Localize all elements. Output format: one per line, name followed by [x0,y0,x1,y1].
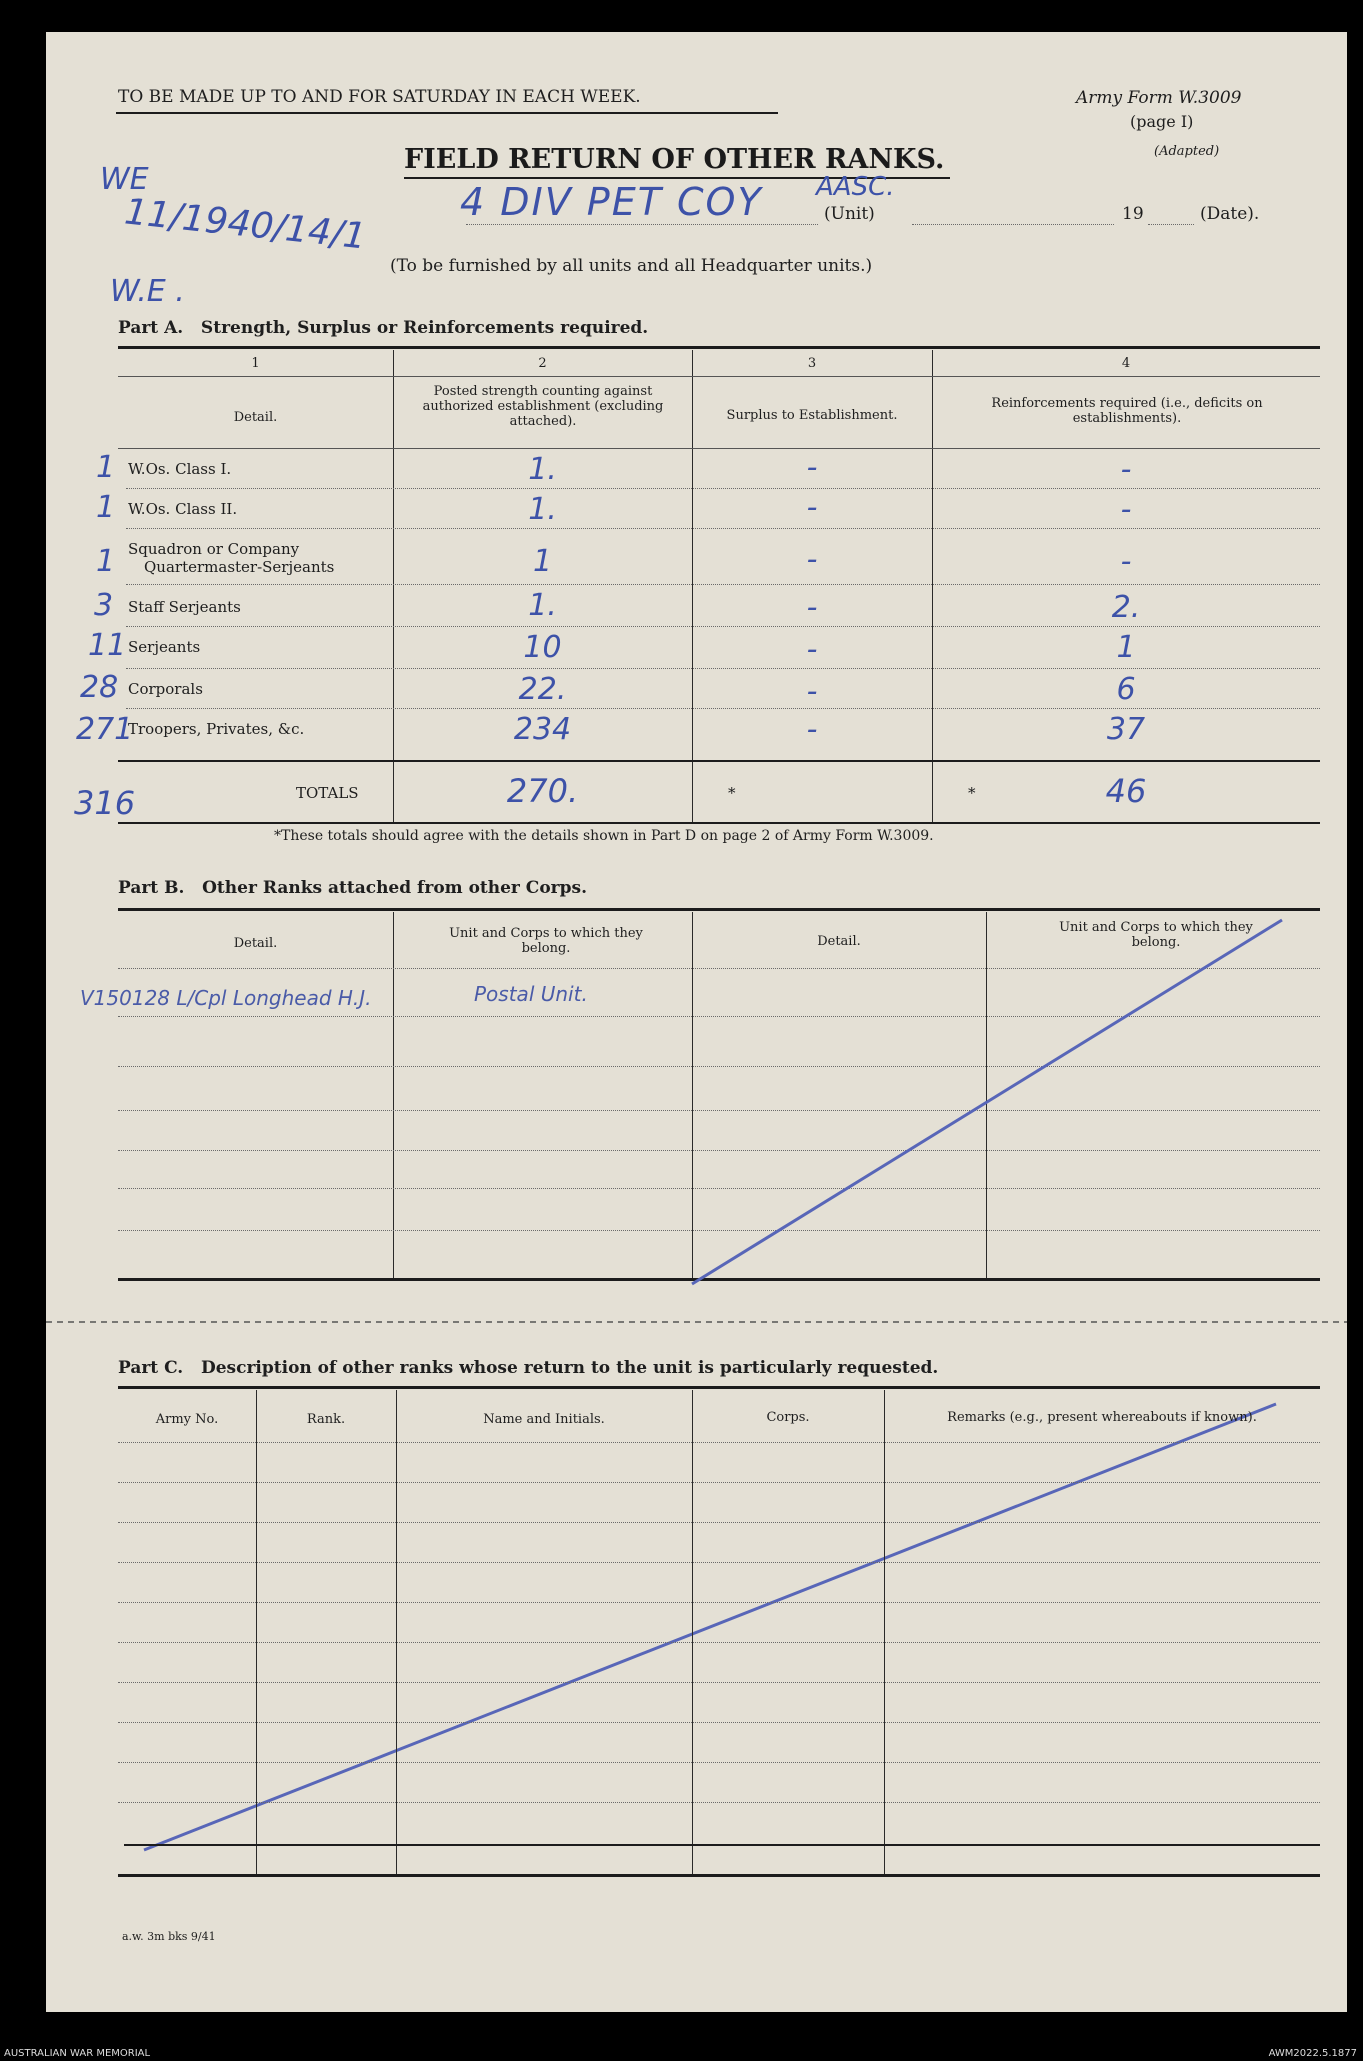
archive-accession-number: AWM2022.5.1877 [1268,2048,1357,2059]
row-2-surplus: - [806,490,818,525]
totals-margin: 316 [74,784,136,822]
part-a-heading: Part A. Strength, Surplus or Reinforcements required. [118,318,649,338]
row-5-detail: Serjeants [128,638,201,656]
row-3-posted: 1 [532,544,553,579]
row-2-detail: W.Os. Class II. [128,500,238,518]
part-c-strike-line [144,1404,1276,1850]
part-c-total-rule [124,1844,1320,1846]
cancellation-strokes [46,32,1347,2012]
part-c-rule-8 [118,1722,1320,1723]
archive-credit: AUSTRALIAN WAR MEMORIAL [4,2048,151,2059]
row-7-surplus: - [806,712,818,747]
row-3-surplus: - [806,542,818,577]
totals-posted: 270. [506,772,579,810]
form-page [46,32,1347,2012]
totals-reinforcements-mark: * [968,784,976,802]
year-prefix: 19 [1122,204,1144,224]
row-6-margin-total: 28 [80,670,119,705]
totals-reinforcements: 46 [1105,772,1147,810]
row-7-posted: 234 [513,712,572,747]
part-b-header-detail-1: Detail. [233,936,278,951]
handwritten-we: WE [100,162,149,197]
form-number: Army Form W.3009 [1076,88,1242,108]
row-5-surplus: - [806,632,818,667]
part-c-top-rule [118,1386,1320,1389]
part-b-entry-unit: Postal Unit. [474,982,588,1006]
part-c-bottom-rule [118,1874,1320,1877]
part-c-rule-7 [118,1682,1320,1683]
part-a-header-posted: Posted strength counting against authorized establishment (excluding attached). [422,384,664,429]
row-4-reinforcements: 2. [1111,590,1141,625]
part-c-rule-5 [118,1602,1320,1603]
row-5-margin-total: 11 [88,628,127,663]
part-c-rule-1 [118,1442,1320,1443]
part-b-header-unit-1: Unit and Corps to which they belong. [449,926,643,956]
row-3-detail-line-2: Quartermaster-Serjeants [144,558,335,576]
row-1-margin-total: 1 [96,450,116,485]
form-page-number: (page I) [1130,112,1194,131]
row-4-detail: Staff Serjeants [128,598,241,616]
part-a-col-number-3: 3 [807,356,817,371]
row-5-posted: 10 [523,630,562,665]
row-3-reinforcements: - [1120,544,1132,579]
row-3-detail-line-1: Squadron or Company [128,540,300,558]
part-b-heading: Part B. Other Ranks attached from other Corps. [118,878,588,898]
totals-label: TOTALS [296,784,359,802]
row-2-reinforcements: - [1120,492,1132,527]
part-a-header-surplus: Surplus to Establishment. [726,408,898,423]
row-2-posted: 1. [528,492,557,527]
part-c-header-rank: Rank. [306,1412,346,1427]
instruction-text: TO BE MADE UP TO AND FOR SATURDAY IN EACH WEEK. [118,87,641,107]
part-c-rule-9 [118,1762,1320,1763]
part-c-rule-10 [118,1802,1320,1803]
totals-surplus-mark: * [728,784,736,802]
handwritten-we-ref: 11/1940/14/1 [122,191,369,258]
handwritten-we-abbrev: W.E . [110,274,185,309]
row-6-detail: Corporals [128,680,203,698]
part-c-rule-4 [118,1562,1320,1563]
row-1-posted: 1. [528,452,557,487]
form-title: FIELD RETURN OF OTHER RANKS. [404,144,945,175]
row-6-reinforcements: 6 [1116,672,1136,707]
part-a-header-reinforcements: Reinforcements required (i.e., deficits on establishments). [991,396,1263,426]
unit-label: (Unit) [824,204,875,224]
row-4-margin-total: 3 [94,588,114,623]
row-3-margin-total: 1 [96,544,116,579]
part-c-rule-6 [118,1642,1320,1643]
date-label: (Date). [1200,204,1260,224]
part-a-header-detail: Detail. [233,410,278,425]
part-c-rule-2 [118,1482,1320,1483]
part-a-col-number-2: 2 [538,356,547,371]
row-7-detail: Troopers, Privates, &c. [128,720,305,738]
part-b-strike-line [692,920,1282,1284]
part-b-header-detail-2: Detail. [817,934,861,949]
part-b-header-unit-2: Unit and Corps to which they belong. [1059,920,1253,950]
row-6-posted: 22. [518,672,567,707]
form-subtitle: (To be furnished by all units and all Headquarter units.) [390,256,873,276]
row-7-margin-total: 271 [76,712,134,747]
part-c-rule-3 [118,1522,1320,1523]
row-2-margin-total: 1 [96,490,116,525]
part-c-header-remarks: Remarks (e.g., present whereabouts if known). [947,1410,1257,1425]
print-code: a.w. 3m bks 9/41 [122,1930,216,1943]
part-c-header-corps: Corps. [766,1410,810,1425]
row-1-detail: W.Os. Class I. [128,460,232,478]
part-a-col-number-4: 4 [1121,356,1131,371]
handwritten-corps: AASC. [816,172,895,202]
row-1-reinforcements: - [1120,452,1132,487]
row-4-surplus: - [806,590,818,625]
handwritten-unit: 4 DIV PET COY [460,180,763,224]
part-c-heading: Part C. Description of other ranks whose return to the unit is particularly requested. [118,1358,939,1378]
part-c-header-army-no: Army No. [155,1412,219,1427]
row-4-posted: 1. [528,588,557,623]
part-c-header-name: Name and Initials. [483,1412,605,1427]
part-a-col-number-1: 1 [251,356,260,371]
archive-footer [0,2047,1363,2061]
row-6-surplus: - [806,674,818,709]
part-a-footnote: *These totals should agree with the details shown in Part D on page 2 of Army Form W.3009. [274,828,934,844]
row-1-surplus: - [806,450,818,485]
part-b-entry-detail: V150128 L/Cpl Longhead H.J. [80,986,372,1010]
row-5-reinforcements: 1 [1116,630,1136,665]
row-7-reinforcements: 37 [1106,712,1146,747]
adapted-note: (Adapted) [1154,144,1220,159]
